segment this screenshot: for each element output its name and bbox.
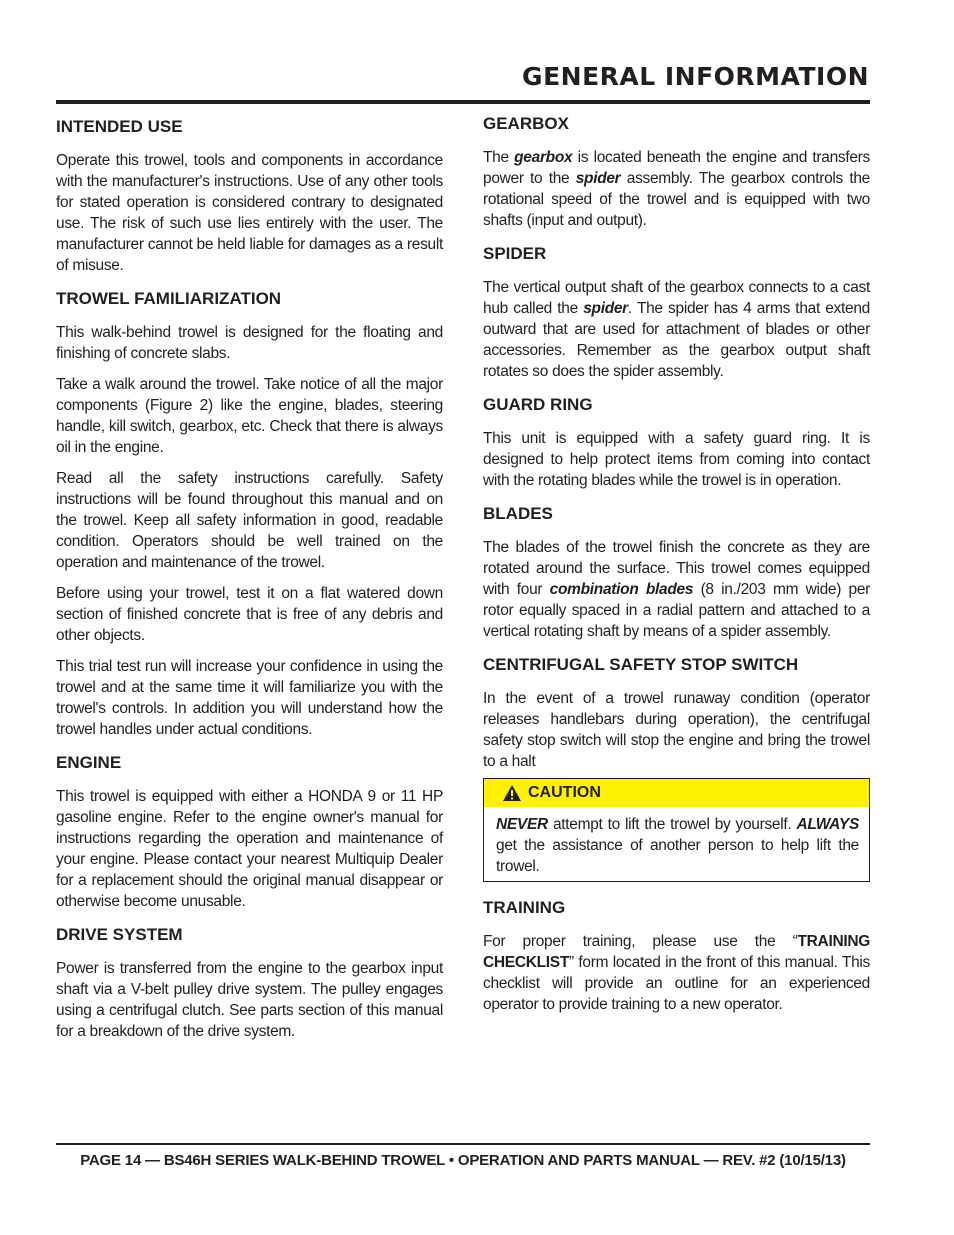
section-heading: CENTRIFUGAL SAFETY STOP SWITCH xyxy=(483,655,799,674)
section-heading: SPIDER xyxy=(483,244,547,263)
section-heading: DRIVE SYSTEM xyxy=(56,925,183,944)
text: The vertical output shaft of the gearbox connects to a cast hub called the xyxy=(483,279,870,317)
caution-box xyxy=(483,778,870,882)
section-heading: GUARD RING xyxy=(483,395,593,414)
caution-body xyxy=(484,807,869,881)
footer-rule xyxy=(56,1143,870,1145)
paragraph: This trowel is equipped with either a HONDA 9 or 11 HP gasoline engine. Refer to the engine owner's manual for instructions regarding the operation and maintenance of your engine. Please contact your nearest Multiquip Dealer for a replacement should the original manual disappear or otherwise become unusable. xyxy=(56,788,443,910)
paragraph: Take a walk around the trowel. Take notice of all the major components (Figure 2) like the engine, blades, steering handle, kill switch, gearbox, etc. Check that there is always oil in the engine. xyxy=(56,376,443,456)
paragraph xyxy=(483,277,870,382)
paragraph: Read all the safety instructions carefully. Safety instructions will be found throughout this manual and on the trowel. Keep all safety information in good, readable condition. Operators should be well trained on the operation and maintenance of the trowel. xyxy=(56,470,443,571)
paragraph: Power is transferred from the engine to the gearbox input shaft via a V-belt pulley drive system. The pulley engages using a centrifugal clutch. See parts section of this manual for a breakdown of the drive system. xyxy=(56,960,443,1040)
section-heading: BLADES xyxy=(483,504,553,523)
emphasis: NEVER xyxy=(496,816,548,833)
section-centrifugal-safety-stop-switch xyxy=(483,655,870,772)
section-blades xyxy=(483,504,870,642)
strong: TRAINING CHECKLIST xyxy=(483,933,870,971)
warning-triangle-icon xyxy=(502,784,522,802)
section-trowel-familiarization xyxy=(56,289,443,740)
section-intended-use xyxy=(56,117,443,276)
emphasis: gearbox xyxy=(514,149,573,166)
right-column xyxy=(483,114,870,1028)
emphasis: spider xyxy=(575,170,621,187)
section-heading: ENGINE xyxy=(56,753,122,772)
left-column xyxy=(56,117,443,1055)
paragraph: Operate this trowel, tools and components in accordance with the manufacturer's instructions. Use of any other tools for stated operation is considered contrary to designated use. The risk of such use lies entirely with the user. The manufacturer cannot be held liable for damages as a result of misuse. xyxy=(56,152,443,274)
text: assembly. The gearbox controls the rotational speed of the trowel and is equipped with two shafts (input and output). xyxy=(483,170,870,229)
page-title: GENERAL INFORMATION xyxy=(522,62,869,91)
section-engine xyxy=(56,753,443,912)
paragraph: In the event of a trowel runaway condition (operator releases handlebars during operation), the centrifugal safety stop switch will stop the engine and bring the trowel to a halt xyxy=(483,690,870,770)
text: The xyxy=(483,149,515,166)
section-drive-system xyxy=(56,925,443,1042)
emphasis: combination blades xyxy=(549,581,694,598)
section-guard-ring xyxy=(483,395,870,491)
text: is located beneath the engine and transfers power to the xyxy=(483,149,870,187)
section-gearbox xyxy=(483,114,870,231)
section-heading: TROWEL FAMILIARIZATION xyxy=(56,289,282,308)
text: . The spider has 4 arms that extend outward that are used for attachment of blades or other accessories. Remember as the gearbox output shaft rotates so does the spider assembly. xyxy=(483,300,870,380)
paragraph xyxy=(483,147,870,231)
section-heading: GEARBOX xyxy=(483,114,569,133)
caution-text xyxy=(496,814,859,877)
text: For proper training, please use the “ xyxy=(483,933,798,950)
text: ” form located in the front of this manual. This checklist will provide an outline for an experienced operator to provide training to a new operator. xyxy=(483,954,870,1013)
page-footer: PAGE 14 — BS46H SERIES WALK-BEHIND TROWEL • OPERATION AND PARTS MANUAL — REV. #2 (10/15/13) xyxy=(80,1152,846,1169)
text: attempt to lift the trowel by yourself. xyxy=(547,816,797,833)
emphasis: ALWAYS xyxy=(796,816,859,833)
caution-header xyxy=(484,779,869,807)
caution-label: CAUTION xyxy=(528,784,601,801)
paragraph: Before using your trowel, test it on a flat watered down section of finished concrete that is free of any debris and other objects. xyxy=(56,585,443,644)
paragraph: This walk-behind trowel is designed for the floating and finishing of concrete slabs. xyxy=(56,324,443,362)
section-training xyxy=(483,898,870,1015)
paragraph xyxy=(483,931,870,1015)
section-heading: TRAINING xyxy=(483,898,566,917)
paragraph: This trial test run will increase your confidence in using the trowel and at the same time it will familiarize you with the trowel's controls. In addition you will understand how the trowel handles under actual conditions. xyxy=(56,658,443,738)
emphasis: spider xyxy=(583,300,628,317)
header-rule xyxy=(56,100,870,104)
text: The blades of the trowel finish the concrete as they are rotated around the surface. This trowel comes equipped with four xyxy=(483,539,870,598)
paragraph: This unit is equipped with a safety guard ring. It is designed to help protect items from coming into contact with the rotating blades while the trowel is in operation. xyxy=(483,430,870,489)
text: get the assistance of another person to help lift the trowel. xyxy=(496,837,859,875)
section-spider xyxy=(483,244,870,382)
paragraph xyxy=(483,537,870,642)
text: (8 in./203 mm wide) per rotor equally spaced in a radial pattern and attached to a vertical rotating shaft by means of a spider assembly. xyxy=(483,581,870,640)
section-heading: INTENDED USE xyxy=(56,117,183,136)
